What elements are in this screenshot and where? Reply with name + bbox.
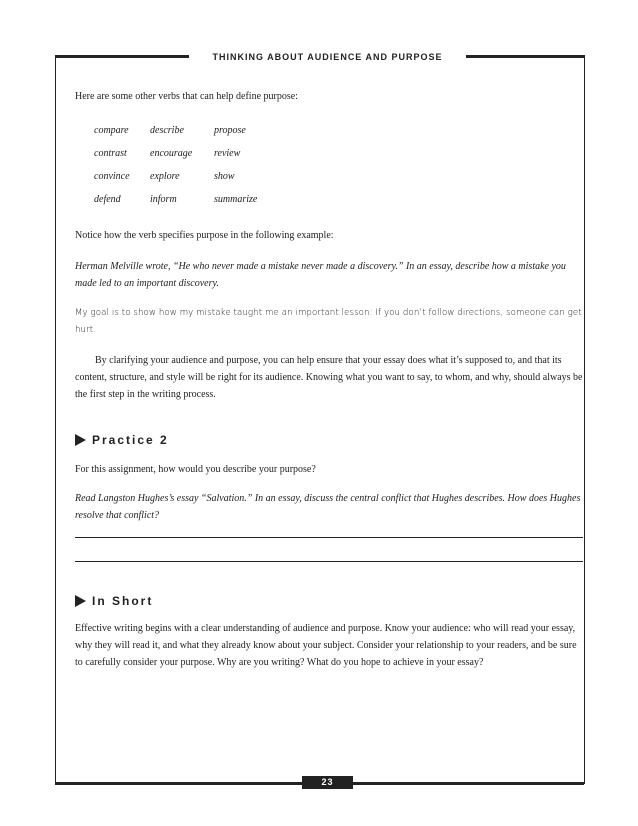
verb: convince <box>94 171 130 182</box>
verb-row <box>94 122 257 145</box>
in-short-text: Effective writing begins with a clear understanding of audience and purpose. Know your audience: who will read your essay, why they will read it, and what they already know about your subject. Consider your relationship to your readers, and be sure to carefully consider your purpose. Why are you writing? What do you hope to achieve in your essay? <box>75 623 577 668</box>
running-header: THINKING ABOUT AUDIENCE AND PURPOSE <box>212 52 443 62</box>
verb: encourage <box>150 148 193 159</box>
verb: inform <box>150 194 177 205</box>
frame-bottom-rule-left <box>55 782 302 785</box>
in-short-heading-label: In Short <box>92 594 154 608</box>
frame-top-rule-right <box>466 55 584 58</box>
verb: propose <box>214 125 246 136</box>
verb: defend <box>94 194 121 205</box>
triangle-right-icon <box>75 434 86 446</box>
verb: describe <box>150 125 184 136</box>
verb: review <box>214 148 241 159</box>
practice-heading-label: Practice 2 <box>92 433 169 447</box>
verb-row <box>94 145 257 168</box>
frame-bottom-rule-right <box>353 782 584 785</box>
practice-question: For this assignment, how would you describe your purpose? <box>75 464 316 475</box>
practice-prompt: Read Langston Hughes’s essay “Salvation.” In an essay, discuss the central conflict that Hughes describes. How does Hughes resolve that conflict? <box>75 493 581 521</box>
page-content <box>75 88 583 671</box>
answer-line[interactable] <box>75 561 583 562</box>
verb: summarize <box>214 194 258 205</box>
notice-text: Notice how the verb specifies purpose in the following example: <box>75 230 334 241</box>
triangle-right-icon <box>75 595 86 607</box>
verb-row <box>94 191 257 214</box>
example-answer: My goal is to show how my mistake taught me an important lesson: If you don’t follow directions, someone can get hurt. <box>75 308 582 335</box>
in-short-heading <box>75 593 583 609</box>
verb: explore <box>150 171 180 182</box>
practice-heading <box>75 432 583 448</box>
answer-line[interactable] <box>75 537 583 538</box>
frame-top-rule-left <box>55 55 189 58</box>
verb-table <box>94 122 257 214</box>
verb-row <box>94 168 257 191</box>
verb: contrast <box>94 148 127 159</box>
example-prompt: Herman Melville wrote, “He who never made a mistake never made a discovery.” In an essay, describe how a mistake you made led to an important discovery. <box>75 261 566 289</box>
intro-text: Here are some other verbs that can help define purpose: <box>75 91 298 102</box>
body-paragraph: By clarifying your audience and purpose, you can help ensure that your essay does what it’s supposed to, and that its content, structure, and style will be right for its audience. Knowing what you want to say, to whom, and why, should always be the first step in the writing process. <box>75 355 583 400</box>
verb: show <box>214 171 235 182</box>
page-number: 23 <box>302 776 353 789</box>
verb: compare <box>94 125 129 136</box>
